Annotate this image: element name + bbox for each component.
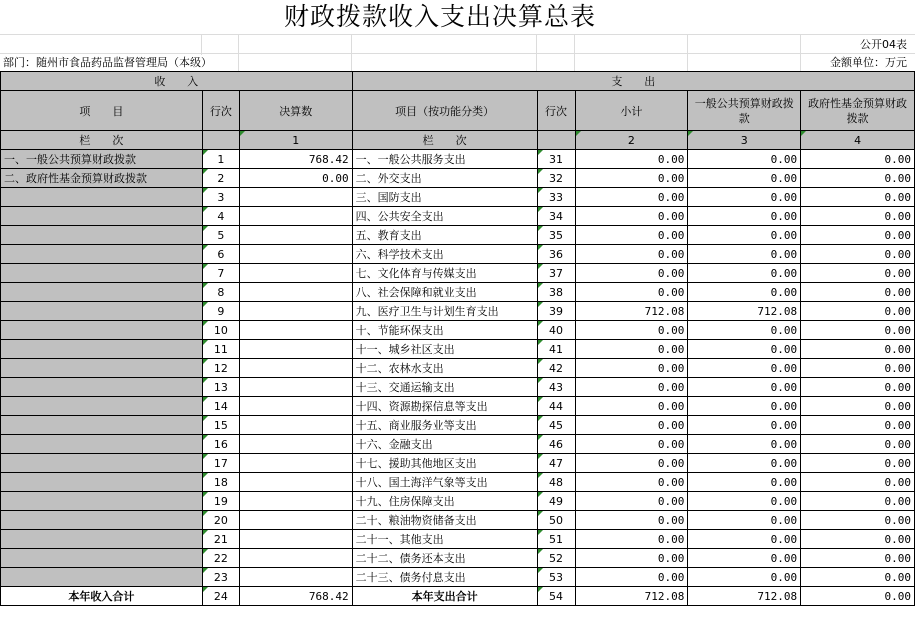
income-line-no-cell: 16	[202, 435, 239, 454]
column-label-right: 栏 次	[352, 131, 537, 150]
income-line-no-cell: 11	[202, 340, 239, 359]
income-amount-cell	[239, 188, 352, 207]
fund-budget-cell: 0.00	[801, 378, 915, 397]
table-row	[1, 302, 915, 321]
table-row	[1, 283, 915, 302]
income-amount-cell	[239, 549, 352, 568]
expense-line-no-cell: 42	[537, 359, 575, 378]
income-line-no-cell: 9	[202, 302, 239, 321]
table-row	[1, 454, 915, 473]
income-item-cell	[1, 302, 203, 321]
fund-budget-total: 0.00	[801, 587, 915, 606]
general-budget-cell: 0.00	[688, 435, 801, 454]
expense-line-no-cell: 52	[537, 549, 575, 568]
subtotal-cell: 712.08	[575, 302, 688, 321]
general-budget-cell: 0.00	[688, 473, 801, 492]
income-item-cell	[1, 226, 203, 245]
expense-line-no-cell: 47	[537, 454, 575, 473]
income-line-no-cell: 5	[202, 226, 239, 245]
expense-item-cell: 二十三、债务付息支出	[352, 568, 537, 587]
fund-budget-cell: 0.00	[801, 492, 915, 511]
expense-line-no-cell: 36	[537, 245, 575, 264]
income-item-cell	[1, 492, 203, 511]
expense-line-no-cell: 45	[537, 416, 575, 435]
expense-line-no-cell: 49	[537, 492, 575, 511]
general-budget-cell: 0.00	[688, 378, 801, 397]
income-item-cell	[1, 359, 203, 378]
table-row	[1, 245, 915, 264]
income-amount-cell	[239, 321, 352, 340]
line-no-header: 行次	[202, 91, 239, 131]
fund-budget-cell: 0.00	[801, 169, 915, 188]
income-item-cell: 二、政府性基金预算财政拨款	[1, 169, 203, 188]
expense-line-no-cell: 38	[537, 283, 575, 302]
fund-budget-header: 政府性基金预算财政拨款	[801, 91, 915, 131]
expense-line-no-cell: 48	[537, 473, 575, 492]
income-amount-cell	[239, 207, 352, 226]
table-row	[1, 568, 915, 587]
expense-item-cell: 十二、农林水支出	[352, 359, 537, 378]
gridline	[0, 53, 915, 54]
fund-budget-cell: 0.00	[801, 397, 915, 416]
table-row	[1, 340, 915, 359]
fund-budget-cell: 0.00	[801, 530, 915, 549]
final-amount-header: 决算数	[239, 91, 352, 131]
table-row	[1, 530, 915, 549]
income-line-no-cell: 19	[202, 492, 239, 511]
table-row	[1, 359, 915, 378]
income-item-cell	[1, 245, 203, 264]
subtotal-cell: 0.00	[575, 321, 688, 340]
table-row	[1, 169, 915, 188]
income-amount-cell	[239, 302, 352, 321]
fund-budget-cell: 0.00	[801, 416, 915, 435]
expense-line-no-cell: 35	[537, 226, 575, 245]
income-line-no-cell: 12	[202, 359, 239, 378]
income-item-cell	[1, 416, 203, 435]
fund-budget-cell: 0.00	[801, 188, 915, 207]
fund-budget-cell: 0.00	[801, 283, 915, 302]
subtotal-cell: 0.00	[575, 549, 688, 568]
income-line-no-cell: 1	[202, 150, 239, 169]
general-budget-cell: 0.00	[688, 549, 801, 568]
table-row	[1, 321, 915, 340]
income-amount-cell	[239, 340, 352, 359]
expense-item-cell: 一、一般公共服务支出	[352, 150, 537, 169]
gridline	[0, 34, 915, 35]
income-line-no-cell: 22	[202, 549, 239, 568]
general-budget-cell: 0.00	[688, 416, 801, 435]
table-row	[1, 397, 915, 416]
income-section-header: 收 入	[1, 72, 353, 91]
income-line-no-cell: 20	[202, 511, 239, 530]
general-budget-cell: 0.00	[688, 397, 801, 416]
fund-budget-cell: 0.00	[801, 150, 915, 169]
income-amount-cell	[239, 397, 352, 416]
fund-budget-cell: 0.00	[801, 454, 915, 473]
expense-line-no-cell: 43	[537, 378, 575, 397]
income-amount-cell	[239, 473, 352, 492]
subtotal-cell: 0.00	[575, 397, 688, 416]
income-item-cell	[1, 530, 203, 549]
table-row	[1, 378, 915, 397]
subtotal-cell: 0.00	[575, 340, 688, 359]
general-budget-cell: 0.00	[688, 359, 801, 378]
expense-line-no-header: 行次	[537, 91, 575, 131]
table-row	[1, 473, 915, 492]
expense-item-cell: 二、外交支出	[352, 169, 537, 188]
income-amount-cell	[239, 454, 352, 473]
expense-item-cell: 四、公共安全支出	[352, 207, 537, 226]
general-budget-cell: 0.00	[688, 150, 801, 169]
expense-line-no-cell: 39	[537, 302, 575, 321]
fund-budget-cell: 0.00	[801, 302, 915, 321]
income-item-cell: 一、一般公共预算财政拨款	[1, 150, 203, 169]
table-row	[1, 188, 915, 207]
income-amount-cell	[239, 283, 352, 302]
income-item-cell	[1, 511, 203, 530]
subtotal-cell: 0.00	[575, 511, 688, 530]
income-amount-cell	[239, 435, 352, 454]
income-item-cell	[1, 454, 203, 473]
income-amount-cell	[239, 530, 352, 549]
income-amount-cell	[239, 226, 352, 245]
expense-line-no-cell: 33	[537, 188, 575, 207]
column-index-4: 4	[801, 131, 915, 150]
fund-budget-cell: 0.00	[801, 435, 915, 454]
income-line-no-cell: 21	[202, 530, 239, 549]
fund-budget-cell: 0.00	[801, 340, 915, 359]
table-row	[1, 492, 915, 511]
expense-item-cell: 十六、金融支出	[352, 435, 537, 454]
fund-budget-cell: 0.00	[801, 568, 915, 587]
expense-line-no-cell: 51	[537, 530, 575, 549]
general-budget-cell: 0.00	[688, 169, 801, 188]
department-label: 部门：随州市食品药品监督管理局（本级）	[3, 56, 212, 69]
general-budget-cell: 0.00	[688, 264, 801, 283]
expense-section-header: 支 出	[352, 72, 914, 91]
table-row	[1, 226, 915, 245]
income-item-cell	[1, 340, 203, 359]
general-budget-total: 712.08	[688, 587, 801, 606]
general-budget-cell: 0.00	[688, 454, 801, 473]
expense-item-cell: 八、社会保障和就业支出	[352, 283, 537, 302]
income-total-amount: 768.42	[239, 587, 352, 606]
income-amount-cell	[239, 359, 352, 378]
income-amount-cell	[239, 568, 352, 587]
totals-row	[1, 587, 915, 606]
income-line-no-cell: 8	[202, 283, 239, 302]
income-line-no-cell: 15	[202, 416, 239, 435]
column-label: 栏 次	[1, 131, 203, 150]
subtotal-cell: 0.00	[575, 283, 688, 302]
fund-budget-cell: 0.00	[801, 321, 915, 340]
income-amount-cell	[239, 511, 352, 530]
column-index-1: 1	[239, 131, 352, 150]
expense-item-cell: 十四、资源勘探信息等支出	[352, 397, 537, 416]
expense-line-no-cell: 53	[537, 568, 575, 587]
fund-budget-cell: 0.00	[801, 226, 915, 245]
table-row	[1, 207, 915, 226]
income-item-header: 项 目	[1, 91, 203, 131]
subtotal-total: 712.08	[575, 587, 688, 606]
table-row	[1, 416, 915, 435]
income-line-no-cell: 17	[202, 454, 239, 473]
blank-cell	[537, 131, 575, 150]
general-budget-cell: 0.00	[688, 492, 801, 511]
subtotal-header: 小计	[575, 91, 688, 131]
income-item-cell	[1, 473, 203, 492]
subtotal-cell: 0.00	[575, 530, 688, 549]
income-item-cell	[1, 378, 203, 397]
fund-budget-cell: 0.00	[801, 549, 915, 568]
general-budget-cell: 0.00	[688, 283, 801, 302]
income-amount-cell	[239, 245, 352, 264]
budget-table	[0, 71, 915, 606]
general-budget-cell: 0.00	[688, 188, 801, 207]
table-row	[1, 435, 915, 454]
income-line-no-cell: 10	[202, 321, 239, 340]
expense-item-cell: 十五、商业服务业等支出	[352, 416, 537, 435]
expense-line-no-cell: 41	[537, 340, 575, 359]
income-item-cell	[1, 321, 203, 340]
income-amount-cell	[239, 492, 352, 511]
income-line-no-cell: 7	[202, 264, 239, 283]
expense-item-cell: 二十、粮油物资储备支出	[352, 511, 537, 530]
expense-line-no-cell: 40	[537, 321, 575, 340]
expense-line-no-cell: 50	[537, 511, 575, 530]
form-code: 公开04表	[860, 38, 907, 51]
blank-cell	[202, 131, 239, 150]
income-amount-cell	[239, 264, 352, 283]
subtotal-cell: 0.00	[575, 264, 688, 283]
fund-budget-cell: 0.00	[801, 473, 915, 492]
expense-total-line-no: 54	[537, 587, 575, 606]
subtotal-cell: 0.00	[575, 188, 688, 207]
general-budget-cell: 0.00	[688, 511, 801, 530]
expense-item-cell: 九、医疗卫生与计划生育支出	[352, 302, 537, 321]
table-row	[1, 549, 915, 568]
expense-item-cell: 十三、交通运输支出	[352, 378, 537, 397]
income-line-no-cell: 23	[202, 568, 239, 587]
expense-item-header: 项目（按功能分类）	[352, 91, 537, 131]
subtotal-cell: 0.00	[575, 207, 688, 226]
subtotal-cell: 0.00	[575, 359, 688, 378]
general-budget-cell: 0.00	[688, 321, 801, 340]
income-total-line-no: 24	[202, 587, 239, 606]
expense-item-cell: 七、文化体育与传媒支出	[352, 264, 537, 283]
subtotal-cell: 0.00	[575, 245, 688, 264]
income-amount-cell	[239, 378, 352, 397]
subtotal-cell: 0.00	[575, 568, 688, 587]
income-line-no-cell: 6	[202, 245, 239, 264]
column-index-row	[1, 131, 915, 150]
expense-line-no-cell: 32	[537, 169, 575, 188]
expense-line-no-cell: 46	[537, 435, 575, 454]
general-budget-cell: 712.08	[688, 302, 801, 321]
expense-line-no-cell: 34	[537, 207, 575, 226]
subtotal-cell: 0.00	[575, 378, 688, 397]
income-item-cell	[1, 549, 203, 568]
general-budget-cell: 0.00	[688, 340, 801, 359]
general-budget-header: 一般公共预算财政拨款	[688, 91, 801, 131]
table-row	[1, 511, 915, 530]
income-line-no-cell: 14	[202, 397, 239, 416]
income-line-no-cell: 4	[202, 207, 239, 226]
income-item-cell	[1, 397, 203, 416]
column-index-3: 3	[688, 131, 801, 150]
subtotal-cell: 0.00	[575, 169, 688, 188]
income-item-cell	[1, 435, 203, 454]
income-amount-cell	[239, 416, 352, 435]
income-total-label: 本年收入合计	[1, 587, 203, 606]
income-amount-cell: 768.42	[239, 150, 352, 169]
general-budget-cell: 0.00	[688, 207, 801, 226]
subtotal-cell: 0.00	[575, 435, 688, 454]
expense-item-cell: 十八、国土海洋气象等支出	[352, 473, 537, 492]
report-title: 财政拨款收入支出决算总表	[0, 0, 880, 34]
subtotal-cell: 0.00	[575, 454, 688, 473]
expense-line-no-cell: 44	[537, 397, 575, 416]
subtotal-cell: 0.00	[575, 416, 688, 435]
expense-total-label: 本年支出合计	[352, 587, 537, 606]
expense-item-cell: 五、教育支出	[352, 226, 537, 245]
fund-budget-cell: 0.00	[801, 245, 915, 264]
expense-item-cell: 三、国防支出	[352, 188, 537, 207]
expense-item-cell: 二十一、其他支出	[352, 530, 537, 549]
expense-item-cell: 十、节能环保支出	[352, 321, 537, 340]
general-budget-cell: 0.00	[688, 245, 801, 264]
income-item-cell	[1, 264, 203, 283]
income-item-cell	[1, 568, 203, 587]
expense-item-cell: 六、科学技术支出	[352, 245, 537, 264]
expense-item-cell: 二十二、债务还本支出	[352, 549, 537, 568]
expense-item-cell: 十七、援助其他地区支出	[352, 454, 537, 473]
table-row	[1, 264, 915, 283]
column-index-2: 2	[575, 131, 688, 150]
fund-budget-cell: 0.00	[801, 264, 915, 283]
general-budget-cell: 0.00	[688, 226, 801, 245]
table-row	[1, 150, 915, 169]
amount-unit-label: 金额单位：万元	[830, 56, 907, 69]
general-budget-cell: 0.00	[688, 568, 801, 587]
subtotal-cell: 0.00	[575, 150, 688, 169]
expense-item-cell: 十九、住房保障支出	[352, 492, 537, 511]
income-item-cell	[1, 207, 203, 226]
income-line-no-cell: 18	[202, 473, 239, 492]
subtotal-cell: 0.00	[575, 492, 688, 511]
column-header-row	[1, 91, 915, 131]
subtotal-cell: 0.00	[575, 473, 688, 492]
income-item-cell	[1, 188, 203, 207]
subtotal-cell: 0.00	[575, 226, 688, 245]
expense-line-no-cell: 37	[537, 264, 575, 283]
expense-line-no-cell: 31	[537, 150, 575, 169]
general-budget-cell: 0.00	[688, 530, 801, 549]
expense-item-cell: 十一、城乡社区支出	[352, 340, 537, 359]
income-amount-cell: 0.00	[239, 169, 352, 188]
fund-budget-cell: 0.00	[801, 359, 915, 378]
fund-budget-cell: 0.00	[801, 511, 915, 530]
income-line-no-cell: 3	[202, 188, 239, 207]
fund-budget-cell: 0.00	[801, 207, 915, 226]
income-line-no-cell: 13	[202, 378, 239, 397]
section-header-row	[1, 72, 915, 91]
income-item-cell	[1, 283, 203, 302]
income-line-no-cell: 2	[202, 169, 239, 188]
